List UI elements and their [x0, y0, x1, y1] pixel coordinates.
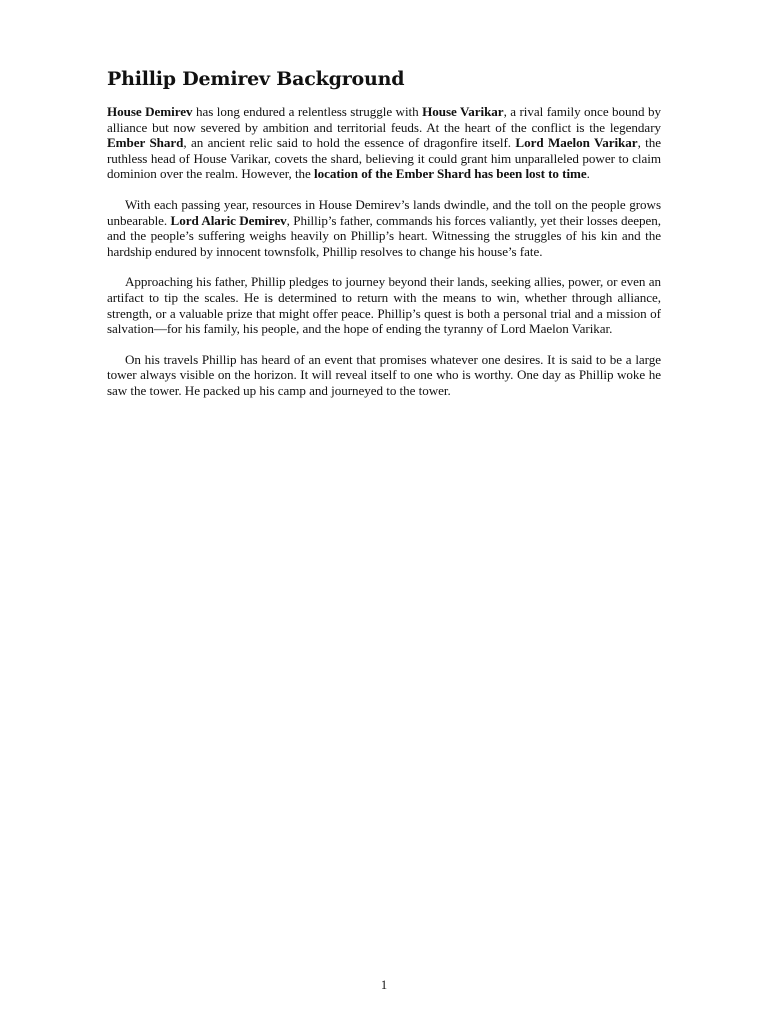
text-run: Approaching his father, Phillip pledges to journey beyond their lands, seeking allies, power, or even an artifact to tip the scales. He is determined to return with the means to win, whether through alliance, strength, or a valuable prize that might offer peace. Phillip’s quest is both a personal trial and a mission of salvation—for his family, his people, and the hope of ending the tyranny of Lord Maelon Varikar. [107, 274, 661, 337]
bold-run: Lord Maelon Varikar [515, 135, 638, 151]
document-title: Phillip Demirev Background [107, 68, 405, 90]
text-run: , a rival family once bound by alliance but now severed by ambition and territorial feuds. At the heart of the conflict is the legendary [107, 104, 662, 135]
bold-run: House Varikar [422, 104, 504, 119]
bold-run: House Demirev [107, 104, 193, 119]
bold-run: location of the Ember Shard has been lost to time [314, 166, 587, 182]
paragraph-3 [107, 274, 661, 336]
text-run: , Phillip’s father, commands his forces valiantly, yet their losses deepen, and the people’s suffering weighs heavily on Phillip’s heart. Witnessing the struggles of his kin and the hardship endured by innocent townsfolk, Phillip resolves to change his house’s fate. [107, 212, 661, 259]
text-run: , the ruthless head of House Varikar, covets the shard, believing it could grant him unparalleled power to claim dominion over the realm. However, the [107, 135, 662, 182]
text-run: , an ancient relic said to hold the essence of dragonfire itself. [183, 135, 516, 151]
text-run: . [586, 166, 590, 182]
bold-run: Ember Shard [107, 135, 184, 151]
paragraph-4 [107, 352, 661, 399]
text-run: On his travels Phillip has heard of an event that promises whatever one desires. It is said to be a large tower always visible on the horizon. It will reveal itself to one who is worthy. One day as Phillip woke he saw the tower. He packed up his camp and journeyed to the tower. [107, 351, 661, 398]
paragraph-2 [107, 197, 661, 259]
document-page [107, 66, 661, 414]
text-run: With each passing year, resources in House Demirev’s lands dwindle, and the toll on the people grows unbearable. [107, 196, 661, 228]
paragraph-1 [107, 104, 661, 182]
text-run: has long endured a relentless struggle with [192, 104, 423, 119]
page-number: 1 [380, 978, 388, 992]
bold-run: Lord Alaric Demirev [170, 212, 287, 228]
